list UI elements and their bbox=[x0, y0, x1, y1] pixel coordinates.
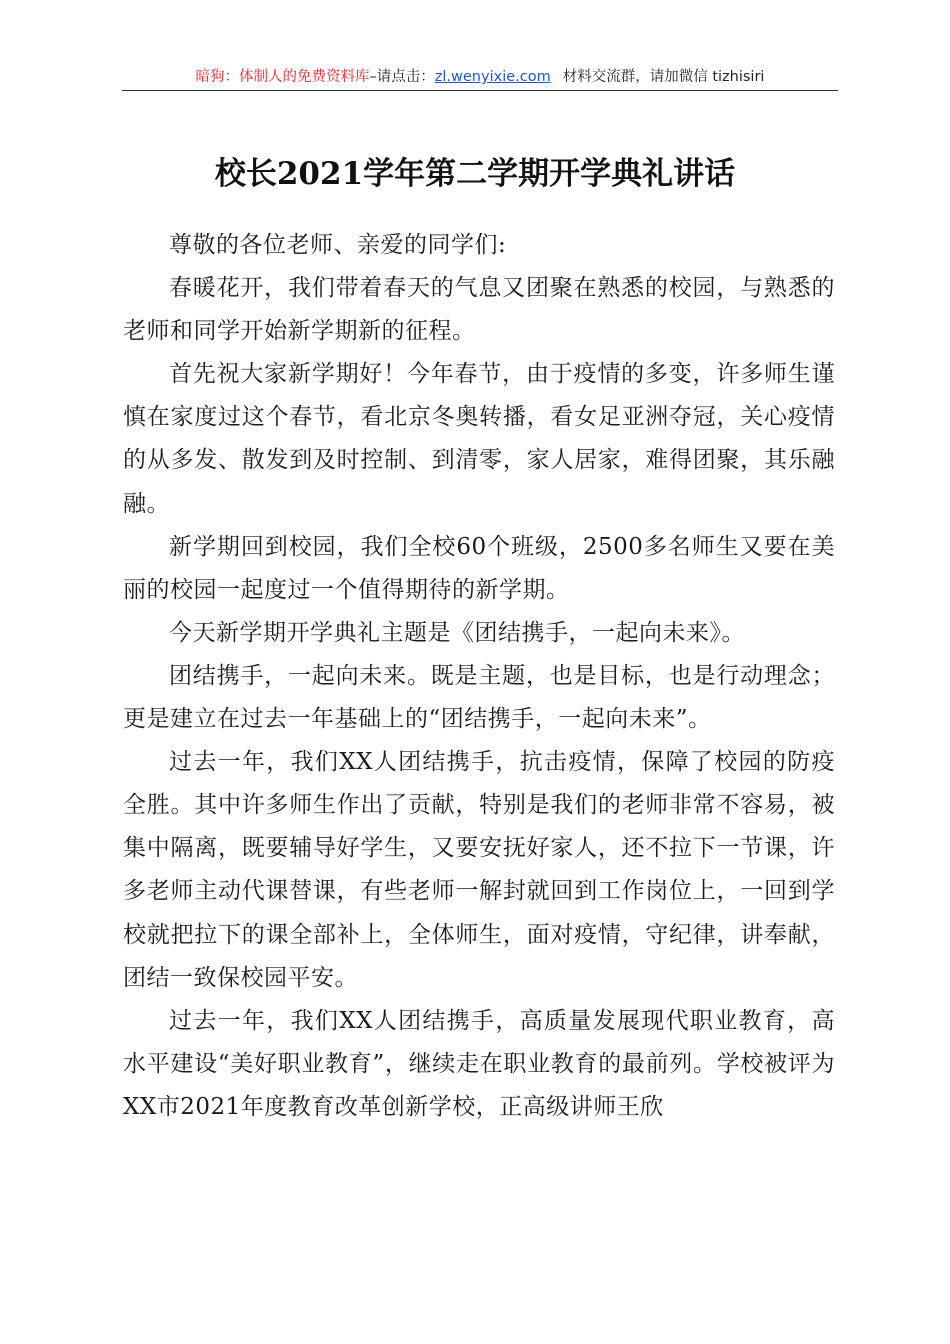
paragraph: 过去一年，我们XX人团结携手，抗击疫情，保障了校园的防疫全胜。其中许多师生作出了贡献，特别是我们的老师非常不容易，被集中隔离，既要辅导好学生，又要安抚好家人，还不拉下一节课，许多老师主动代课替课，有些老师一解封就回到工作岗位上，一回到学校就把拉下的课全部补上，全体师生，面对疫情，守纪律，讲奉献，团结一致保校园平安。 bbox=[123, 749, 835, 991]
header-link[interactable]: zl.wenyixie.com bbox=[434, 69, 551, 85]
header-note: 材料交流群，请加微信 tizhisiri bbox=[562, 69, 765, 85]
paragraph: 新学期回到校园，我们全校60个班级，2500多名师生又要在美丽的校园一起度过一个值得期待的新学期。 bbox=[123, 533, 835, 603]
header-brand: 暗狗：体制人的免费资料库 bbox=[195, 69, 370, 85]
document-title: 校长2021学年第二学期开学典礼讲话 bbox=[214, 156, 736, 192]
page-header bbox=[122, 66, 838, 91]
paragraph: 首先祝大家新学期好！今年春节，由于疫情的多变，许多师生谨慎在家度过这个春节，看北京冬奥转播，看女足亚洲夺冠，关心疫情的从多发、散发到及时控制、到清零，家人居家，难得团聚，其乐融融。 bbox=[123, 361, 835, 517]
paragraph: 今天新学期开学典礼主题是《团结携手，一起向未来》。 bbox=[169, 619, 745, 646]
paragraph: 过去一年，我们XX人团结携手，高质量发展现代职业教育，高水平建设“美好职业教育”，继续走在职业教育的最前列。学校被评为XX市2021年度教育改革创新学校，正高级讲师王欣 bbox=[123, 1007, 835, 1120]
paragraph-salutation: 尊敬的各位老师、亲爱的同学们: bbox=[169, 232, 507, 258]
paragraph: 春暖花开，我们带着春天的气息又团聚在熟悉的校园，与熟悉的老师和同学开始新学期新的征程。 bbox=[123, 275, 835, 345]
paragraph: 团结携手，一起向未来。既是主题，也是目标，也是行动理念；更是建立在过去一年基础上的“团结携手，一起向未来”。 bbox=[123, 662, 835, 733]
header-separator: –请点击： bbox=[369, 69, 435, 85]
document-body bbox=[123, 224, 835, 1129]
